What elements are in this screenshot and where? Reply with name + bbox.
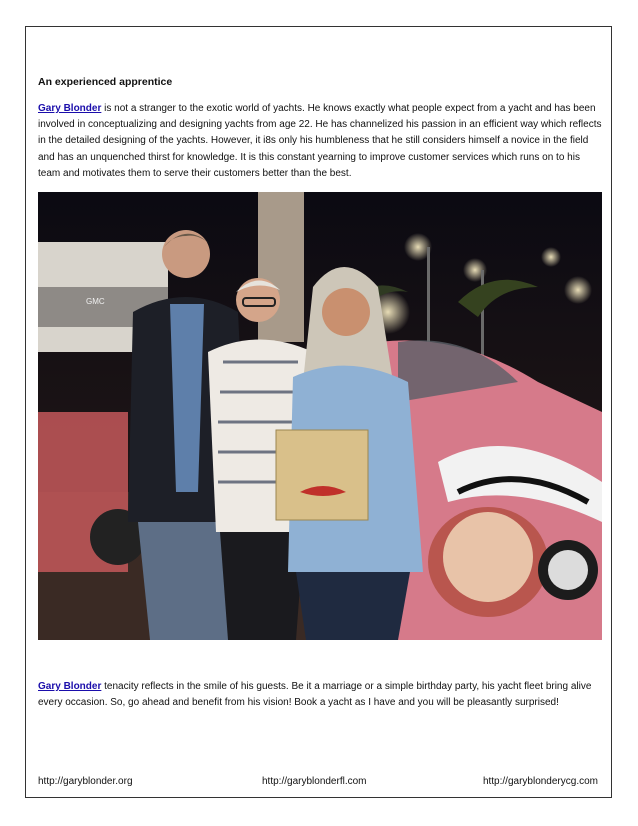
gary-blonder-link[interactable]: Gary Blonder	[38, 103, 102, 114]
closing-paragraph	[38, 679, 604, 711]
event-photo	[38, 192, 602, 640]
intro-paragraph-text: is not a stranger to the exotic world of yachts. He knows exactly what people expect from a yacht and has been involved in conceptualizing and designing yachts from age 22. He has channelized his passion in an efficient way which reflects in the detailed designing of the yachts. However, it i8s only his humbleness that he still considers himself a novice in the field and has an unquenched thirst for knowledge. It is this constant yearning to improve customer services which runs on to his team and motivates them to serve their customers better than the best.	[38, 103, 602, 179]
closing-paragraph-text: tenacity reflects in the smile of his guests. Be it a marriage or a simple birthday party, his yacht fleet bring alive every occasion. So, go ahead and benefit from his vision! Book a yacht as I have and you will be pleasantly surprised!	[38, 681, 592, 709]
section-heading: An experienced apprentice	[38, 76, 173, 88]
person-left	[162, 230, 210, 278]
gmc-sign: GMC	[86, 297, 105, 306]
footer-url-3[interactable]: http://garyblonderycg.com	[482, 776, 598, 787]
book	[276, 430, 368, 520]
footer-url-1[interactable]: http://garyblonder.org	[38, 776, 133, 787]
gary-blonder-link-2[interactable]: Gary Blonder	[38, 681, 102, 692]
footer-url-2[interactable]: http://garyblonderfl.com	[262, 776, 367, 787]
event-photo-illustration	[38, 192, 602, 640]
intro-paragraph	[38, 101, 604, 182]
